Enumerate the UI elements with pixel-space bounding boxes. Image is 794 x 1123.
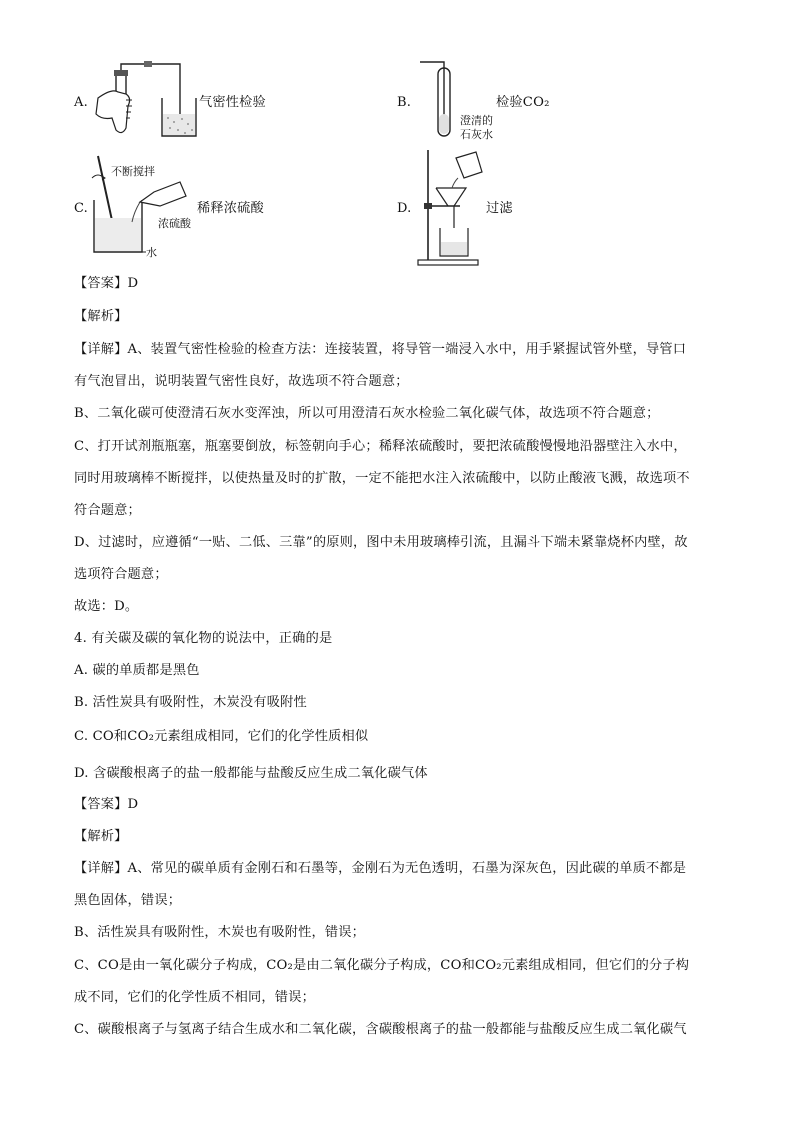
q4-answer: 【答案】D	[74, 797, 139, 812]
q4-line-6: C、碳酸根离子与氢离子结合生成水和二氧化碳，含碳酸根离子的盐一般都能与盐酸反应生成二氧化碳气	[74, 1022, 687, 1037]
filtration-diagram	[414, 148, 484, 268]
q3-line-2: 有气泡冒出，说明装置气密性良好，故选项不符合题意；	[74, 374, 409, 389]
q3-line-7: D、过滤时，应遵循“一贴、二低、三靠”的原则，图中未用玻璃棒引流，且漏斗下端未紧靠烧杯内壁，故	[74, 535, 688, 550]
q3-line-9: 故选：D。	[74, 599, 139, 614]
q4-line-2: 黑色固体，错误；	[74, 893, 182, 908]
q4-line-1: 【详解】A、常见的碳单质有金刚石和石墨等，金刚石为无色透明，石墨为深灰色，因此碳的单质不都是	[74, 861, 687, 876]
q4-option-c: C. CO和CO₂元素组成相同，它们的化学性质相似	[74, 729, 369, 744]
option-a-label: 气密性检验	[199, 95, 266, 110]
acid-label: 浓硫酸	[158, 217, 191, 230]
limewater-label-1: 澄清的	[460, 114, 493, 127]
airtightness-test-diagram	[92, 58, 202, 140]
q3-analysis-heading: 【解析】	[74, 309, 128, 324]
q3-line-6: 符合题意；	[74, 503, 141, 518]
q4-line-5: 成不同，它们的化学性质不相同，错误；	[74, 990, 315, 1005]
water-pointer-line	[130, 250, 148, 254]
co2-test-diagram	[418, 58, 466, 142]
q4-option-a: A. 碳的单质都是黑色	[74, 663, 200, 678]
q3-line-3: B、二氧化碳可使澄清石灰水变浑浊，所以可用澄清石灰水检验二氧化碳气体，故选项不符合题意；	[74, 406, 660, 421]
q3-line-8: 选项符合题意；	[74, 567, 168, 582]
q4-analysis-heading: 【解析】	[74, 829, 128, 844]
q4-stem: 4. 有关碳及碳的氧化物的说法中，正确的是	[74, 631, 333, 646]
q3-line-4: C、打开试剂瓶瓶塞，瓶塞要倒放，标签朝向手心；稀释浓硫酸时，要把浓硫酸慢慢地沿器壁注入水中，	[74, 439, 687, 454]
q4-line-4: C、CO是由一氧化碳分子构成，CO₂是由二氧化碳分子构成，CO和CO₂元素组成相同，但它们的分子构	[74, 958, 690, 973]
q3-line-1: 【详解】A、装置气密性检验的检查方法：连接装置，将导管一端浸入水中，用手紧握试管外壁，导管口	[74, 342, 687, 357]
q4-option-d: D. 含碳酸根离子的盐一般都能与盐酸反应生成二氧化碳气体	[74, 766, 428, 781]
q3-answer: 【答案】D	[74, 276, 139, 291]
water-label: 水	[146, 246, 157, 259]
stir-label: 不断搅拌	[111, 165, 155, 178]
limewater-label-2: 石灰水	[460, 128, 493, 141]
option-c-letter: C.	[74, 201, 89, 216]
option-b-letter: B.	[397, 95, 412, 110]
option-b-label: 检验CO₂	[496, 95, 550, 110]
option-c-label: 稀释浓硫酸	[197, 201, 264, 216]
q3-line-5: 同时用玻璃棒不断搅拌，以使热量及时的扩散，一定不能把水注入浓硫酸中，以防止酸液飞溅，故选项不	[74, 471, 690, 486]
q4-line-3: B、活性炭具有吸附性，木炭也有吸附性，错误；	[74, 925, 366, 940]
option-d-label: 过滤	[486, 201, 513, 216]
q4-option-b: B. 活性炭具有吸附性，木炭没有吸附性	[74, 695, 307, 710]
option-a-letter: A.	[74, 95, 88, 110]
option-d-letter: D.	[397, 201, 412, 216]
